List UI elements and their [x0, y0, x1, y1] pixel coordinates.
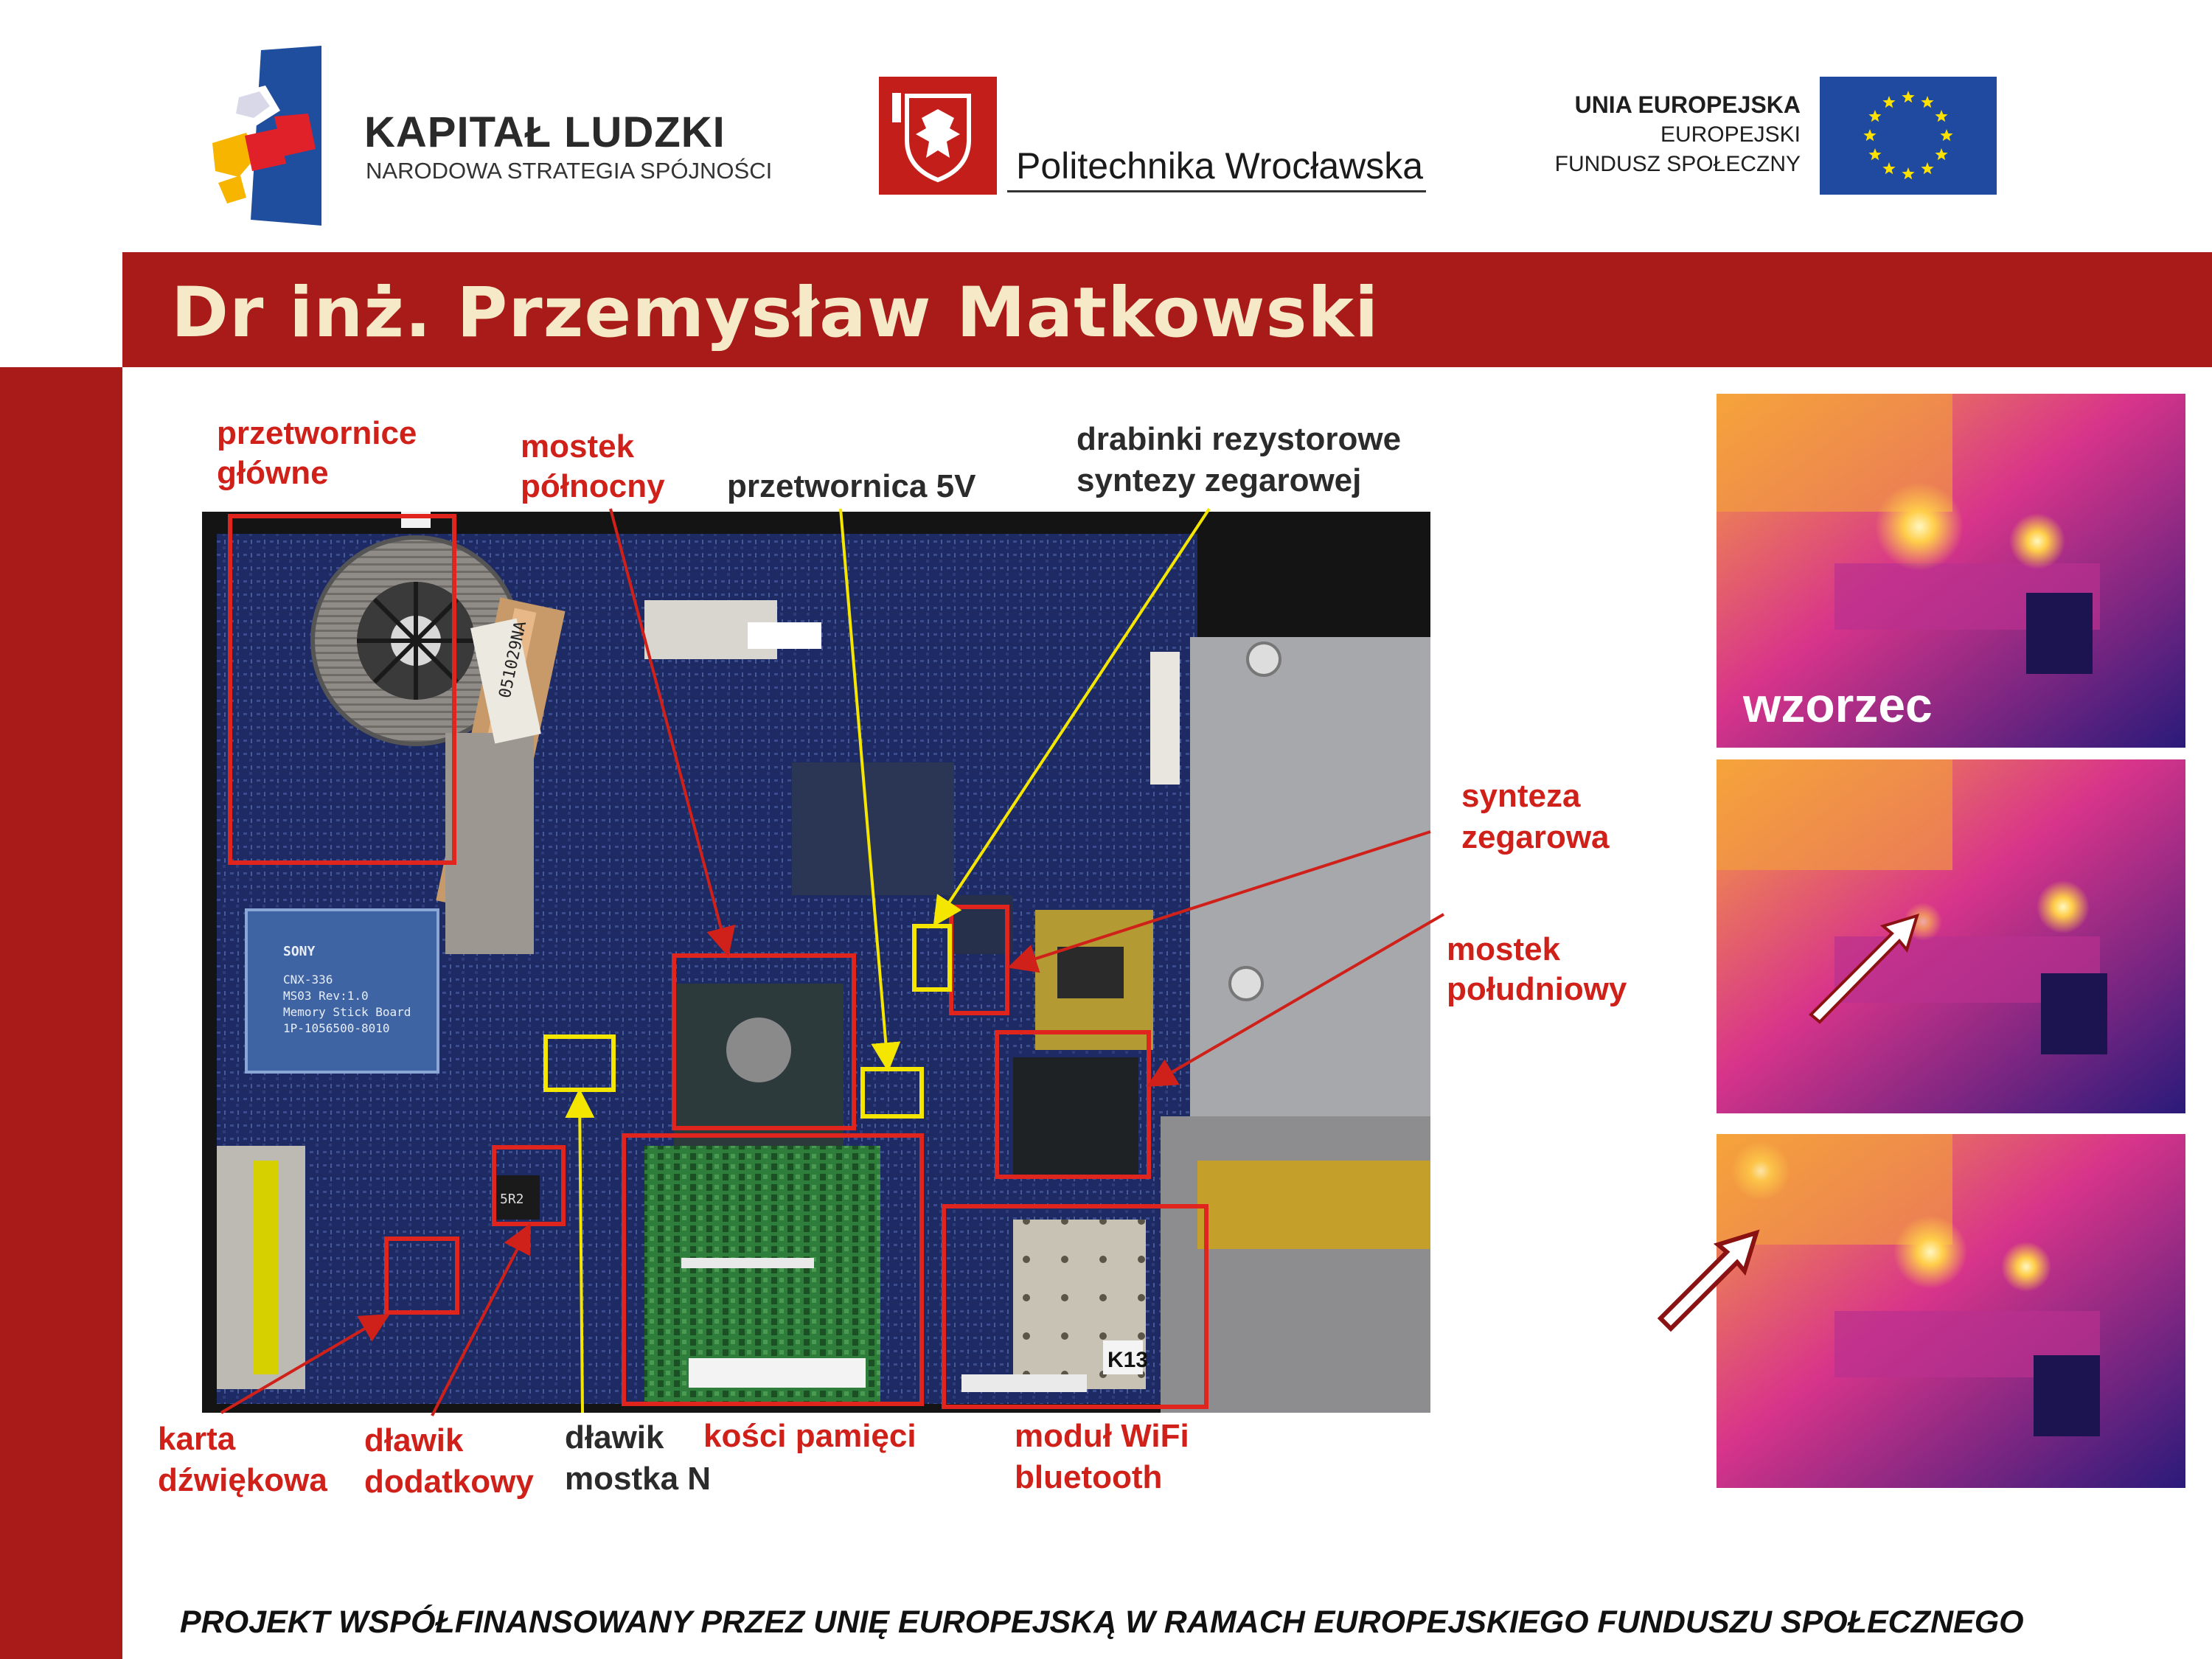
label-karta-2: dźwiękowa: [158, 1462, 327, 1498]
board-choke: 5R2: [500, 1192, 524, 1207]
university-name: Politechnika Wrocławska: [1016, 145, 1424, 187]
label-mostek-s-2: południowy: [1447, 971, 1627, 1007]
eu-fund-text-2: FUNDUSZ SPOŁECZNY: [1554, 152, 1801, 176]
board-msb: Memory Stick Board: [283, 1005, 411, 1019]
board-cnx: CNX-336: [283, 973, 333, 987]
label-przetwornice-2: główne: [217, 455, 329, 491]
thermal-image-fault-2: [1717, 1134, 2185, 1488]
motherboard-photo: [202, 512, 1430, 1413]
label-drabinki-2: syntezy zegarowej: [1077, 462, 1362, 498]
board-sony: SONY: [283, 944, 316, 959]
board-k13: K13: [1107, 1348, 1149, 1372]
page-title: Dr inż. Przemysław Matkowski: [171, 273, 1380, 353]
label-kosci: kości pamięci: [703, 1418, 917, 1454]
pwr-eagle-crest-icon: [879, 77, 997, 195]
left-red-stripe: [0, 367, 122, 1659]
university-underline: [1007, 190, 1426, 192]
label-dlawik-dod-1: dławik: [364, 1422, 464, 1458]
label-mostek-s-1: mostek: [1447, 931, 1561, 967]
thermal-reference-label: wzorzec: [1743, 678, 1933, 732]
label-wifi-1: moduł WiFi: [1015, 1418, 1189, 1454]
eu-fund-text-1: EUROPEJSKI: [1660, 122, 1801, 147]
label-drabinki-1: drabinki rezystorowe: [1077, 421, 1402, 457]
label-przetwornice-1: przetwornice: [217, 415, 417, 451]
label-dlawik-dod-2: dodatkowy: [364, 1464, 534, 1500]
label-synteza-2: zegarowa: [1461, 819, 1610, 855]
label-wifi-2: bluetooth: [1015, 1459, 1163, 1495]
footer-text: PROJEKT WSPÓŁFINANSOWANY PRZEZ UNIĘ EUROPEJSKĄ W RAMACH EUROPEJSKIEGO FUNDUSZU SPOŁECZNEGO: [180, 1604, 2024, 1640]
board-ms03: MS03 Rev:1.0: [283, 989, 369, 1003]
label-karta-1: karta: [158, 1421, 236, 1457]
board-pn: 1P-1056500-8010: [283, 1021, 390, 1035]
eu-flag-icon: [1820, 77, 1997, 195]
label-dlawik-n-2: mostka N: [565, 1461, 712, 1497]
label-mostek-n-1: mostek: [521, 428, 635, 465]
label-przetwornica-5v: przetwornica 5V: [727, 468, 976, 504]
thermal-image-fault-1: [1717, 759, 2185, 1113]
kapital-ludzki-title: KAPITAŁ LUDZKI: [364, 108, 726, 156]
kapital-ludzki-logo-icon: [208, 46, 326, 226]
eu-union-text: UNIA EUROPEJSKA: [1574, 91, 1801, 118]
label-dlawik-n-1: dławik: [565, 1419, 664, 1455]
label-mostek-n-2: północny: [521, 468, 665, 504]
kapital-ludzki-subtitle: NARODOWA STRATEGIA SPÓJNOŚCI: [366, 158, 773, 184]
sticker-text: 051029NA: [495, 619, 531, 700]
arrow-icon: [1649, 1217, 1781, 1335]
left-stripe-gap: [0, 252, 122, 367]
label-synteza-1: synteza: [1461, 778, 1581, 814]
